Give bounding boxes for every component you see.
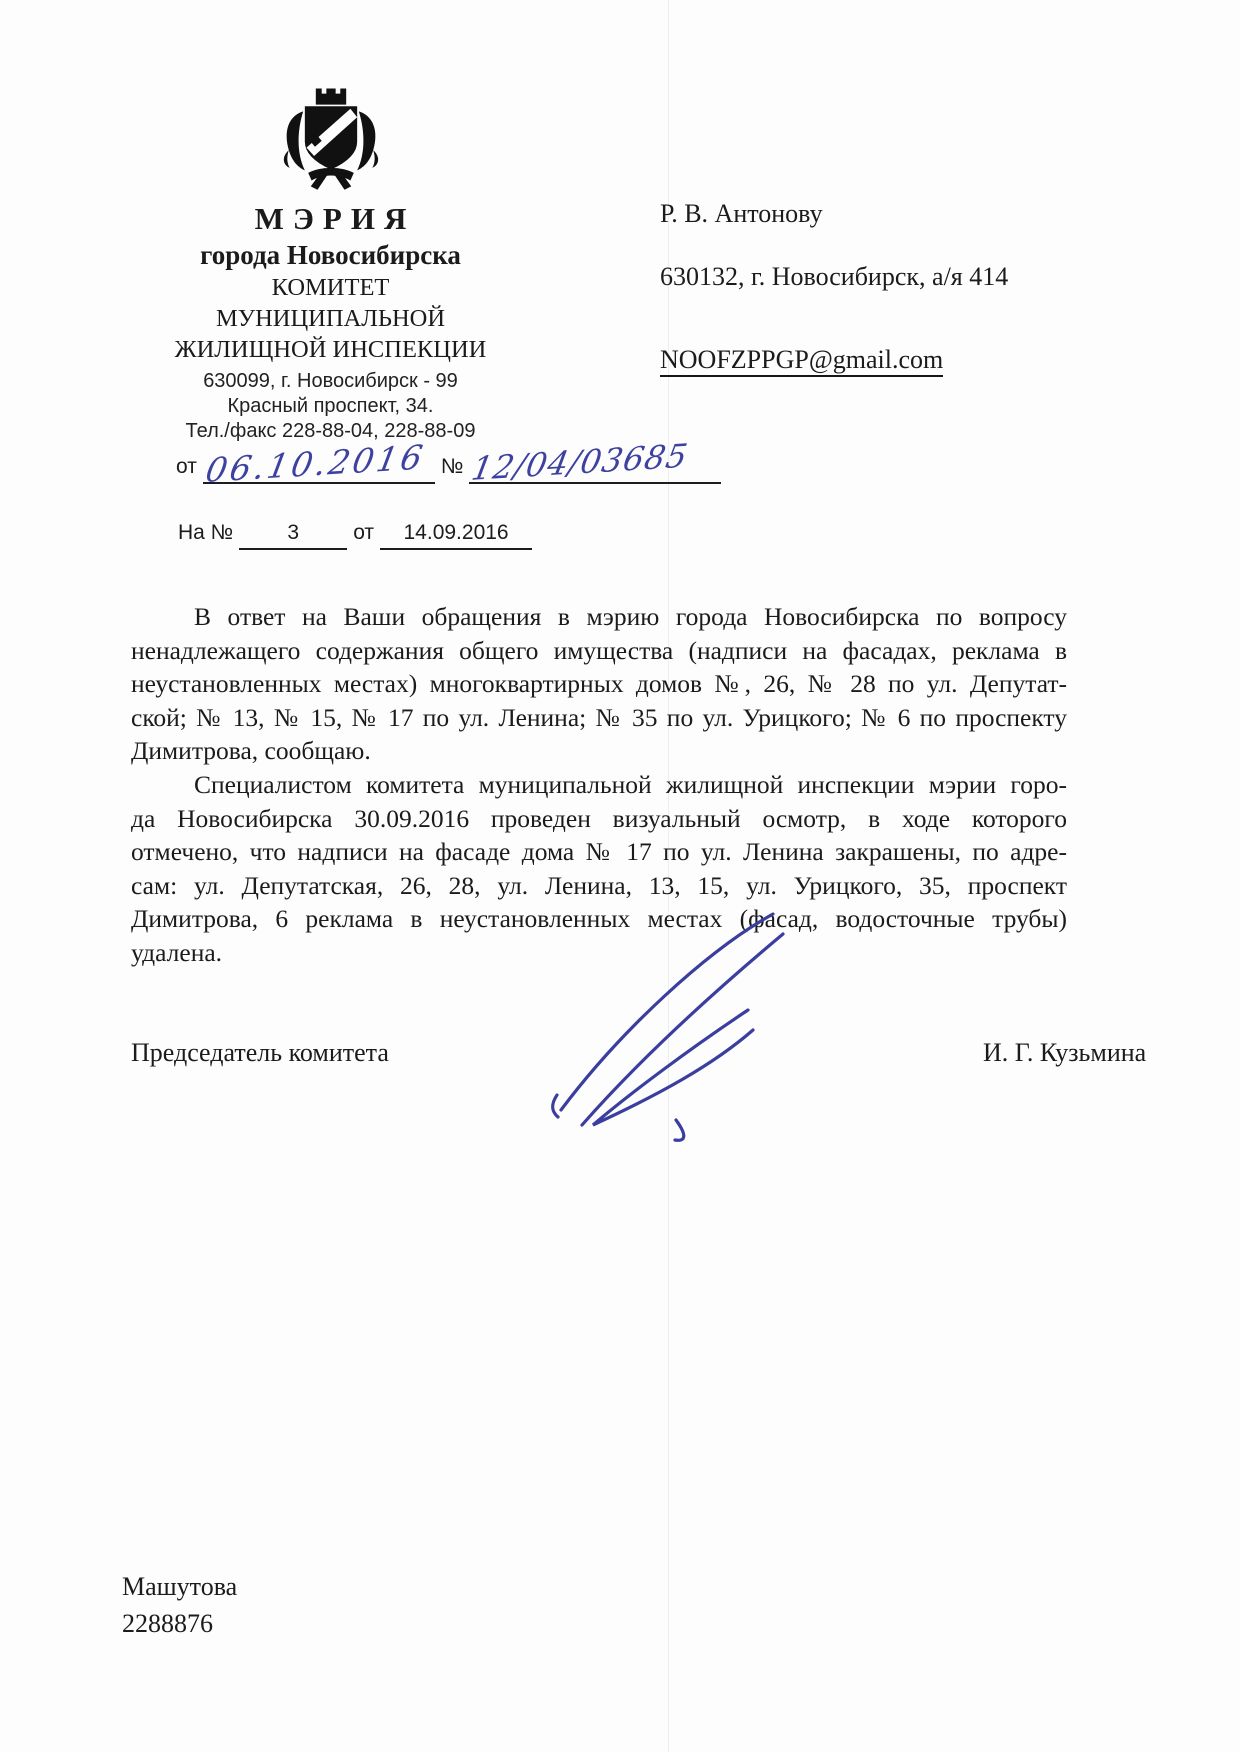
recipient-name: Р. В. Антонову bbox=[660, 199, 823, 228]
incoming-number-label: На № bbox=[178, 521, 234, 544]
org-phone-line: Тел./факс 228-88-04, 228-88-09 bbox=[185, 420, 476, 442]
outgoing-date-label: от bbox=[176, 455, 197, 478]
recipient-email: NOOFZPPGP@gmail.com bbox=[660, 345, 943, 377]
handwritten-signature bbox=[536, 888, 800, 1150]
letterhead bbox=[58, 86, 692, 552]
org-address-line2: Красный проспект, 34. bbox=[227, 395, 434, 417]
executor-name: Машутова bbox=[122, 1572, 238, 1601]
incoming-date-value: 14.09.2016 bbox=[380, 516, 532, 550]
signer-name: И. Г. Кузьмина bbox=[983, 1038, 1147, 1067]
recipient-email-line bbox=[660, 343, 1140, 377]
org-address-line1: 630099, г. Новосибирск - 99 bbox=[203, 370, 458, 392]
incoming-number-value: 3 bbox=[239, 516, 347, 550]
outgoing-number-field bbox=[468, 436, 721, 489]
executor-block bbox=[122, 1568, 237, 1642]
signer-position-title: Председатель комитета bbox=[131, 1038, 389, 1067]
body-line: да Новосибирска 30.09.2016 проведен визуальный осмотр, в ходе которого bbox=[131, 803, 1067, 833]
handwritten-outgoing-number: 12/04/03685 bbox=[468, 436, 692, 489]
body-line: ской; № 13, № 15, № 17 по ул. Ленина; № 35 по ул. Урицкого; № 6 по проспекту bbox=[131, 702, 1067, 732]
body-line: отмечено, что надписи на фасаде дома № 17 по ул. Ленина закрашены, по адре- bbox=[131, 837, 1067, 867]
body-line: сам: ул. Депутатская, 26, 28, ул. Ленина, 13, 15, ул. Урицкого, 35, проспект bbox=[131, 870, 1067, 900]
body-line: Димитрова, сообщаю. bbox=[131, 736, 371, 766]
body-line: Специалистом комитета муниципальной жилищной инспекции мэрии горо- bbox=[194, 769, 1067, 799]
recipient-address: 630132, г. Новосибирск, а/я 414 bbox=[660, 262, 1009, 291]
paragraph-1 bbox=[131, 600, 1067, 768]
body-line: Димитрова, 6 реклама в неустановленных местах (фасад, водосточные трубы) bbox=[131, 904, 1067, 934]
org-name-line1: МЭРИЯ bbox=[254, 201, 416, 236]
recipient-block bbox=[660, 198, 1140, 377]
outgoing-reference-line bbox=[58, 436, 692, 491]
outgoing-date-field bbox=[202, 437, 435, 491]
body-line: В ответ на Ваши обращения в мэрию города Новосибирска по вопросу bbox=[194, 602, 1067, 631]
incoming-reference-line bbox=[58, 516, 603, 552]
org-name-line3: КОМИТЕТ bbox=[271, 274, 390, 301]
org-name-line2: города Новосибирска bbox=[200, 240, 461, 270]
executor-phone: 2288876 bbox=[122, 1609, 213, 1638]
body-line: ненадлежащего содержания общего имущества (надписи на фасадах, реклама в bbox=[131, 635, 1067, 665]
org-name-line4: МУНИЦИПАЛЬНОЙ bbox=[215, 305, 446, 332]
body-line: удалена. bbox=[131, 937, 223, 967]
handwritten-outgoing-date: 06.10.2016 bbox=[202, 437, 429, 491]
outgoing-number-label: № bbox=[440, 455, 464, 478]
body-line: неустановленных местах) многоквартирных домов №, 26, № 28 по ул. Депутат- bbox=[131, 669, 1067, 699]
novosibirsk-coat-of-arms-icon bbox=[275, 86, 387, 194]
incoming-date-label: от bbox=[353, 521, 375, 544]
org-name-line5: ЖИЛИЩНОЙ ИНСПЕКЦИИ bbox=[174, 336, 487, 363]
